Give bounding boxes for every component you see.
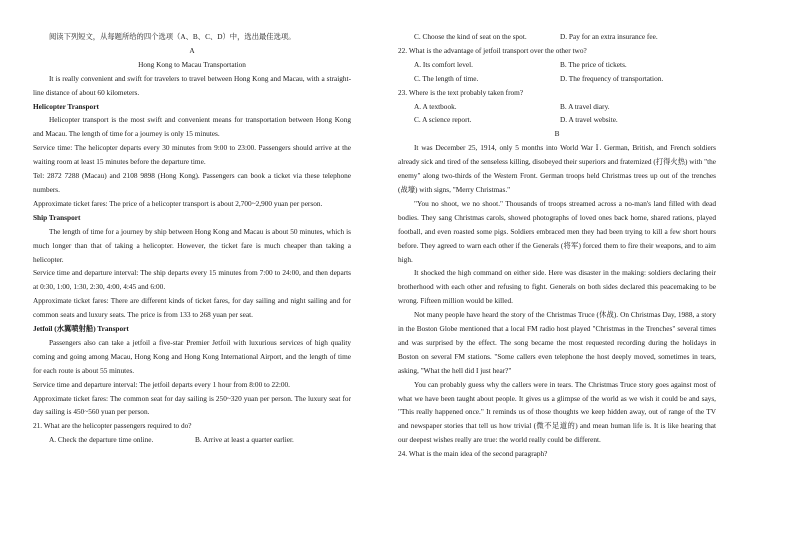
passage-a-letter: A — [189, 45, 195, 55]
q23-option-a[interactable]: A. A textbook. — [414, 101, 457, 111]
q21-option-d[interactable]: D. Pay for an extra insurance fee. — [560, 32, 658, 41]
q22-option-b[interactable]: B. The price of tickets. — [560, 59, 627, 69]
passage-b-paragraph-1: It was December 25, 1914, only 5 months into World War Ⅰ. German, British, and French soldiers already sick and tired of the senseless killing, disobeyed their superiors and fraternized (打得火热) with "the enemy" along two-thirds of the Western Front. German troops held Christmas trees up out of the trenches (战壕) with signs, "Merry Christmas." — [398, 143, 716, 194]
left-column — [33, 30, 351, 447]
passage-a-intro: It is really convenient and swift for travelers to travel between Hong Kong and Macau, with a straight-line distance of about 60 kilometers. — [33, 73, 351, 97]
passage-a-title: Hong Kong to Macau Transportation — [138, 59, 246, 69]
jetfoil-service: Service time and departure interval: The jetfoil departs every 1 hour from 8:00 to 22:00. — [33, 379, 291, 389]
question-22-options-row2 — [398, 72, 716, 86]
ship-fares: Approximate ticket fares: There are different kinds of ticket fares, for day sailing and night sailing and for common seats and luxury seats. The price is from 133 to 268 yuan per seat. — [33, 296, 351, 320]
helicopter-tel: Tel: 2872 7288 (Macau) and 2108 9898 (Hong Kong). Passengers can book a ticket via these telephone numbers. — [33, 171, 351, 194]
question-21: 21. What are the helicopter passengers required to do? — [33, 421, 192, 431]
helicopter-service: Service time: The helicopter departs every 30 minutes from 9:00 to 23:00. Passengers should arrive at the waiting room at least 15 minutes before the departure time. — [33, 143, 351, 167]
jetfoil-heading: Jetfoil (水翼喷射船) Transport — [33, 324, 129, 334]
q23-option-d[interactable]: D. A travel website. — [560, 115, 618, 125]
jetfoil-fares: Approximate ticket fares: The common seat for day sailing is 250~320 yuan per person. The luxury seat for day sailing is 450~560 yuan per person. — [33, 393, 351, 417]
q22-option-c[interactable]: C. The length of time. — [414, 73, 479, 83]
question-22-options-row1 — [398, 58, 716, 72]
q21-option-a[interactable]: A. Check the departure time online. — [49, 435, 154, 445]
ship-paragraph: The length of time for a journey by ship between Hong Kong and Macau is about 50 minutes, which is much longer than that of taking a helicopter. However, the ticket fare is much cheaper than taking a helicopter. — [33, 226, 351, 264]
question-21-options-row1 — [33, 433, 351, 447]
passage-b-paragraph-4: Not many people have heard the story of the Christmas Truce (休战). On Christmas Day, 1988, a story in the Boston Globe mentioned that a local FM radio host played "Christmas in the Trenches" several times and was surprised by the effect. The song became the most requested recording during the holidays in Boston on several FM stations. "Some callers even telephone the host deeply moved, sometimes in tears, asking, "What the hell did I just hear?" — [398, 310, 716, 375]
question-24: 24. What is the main idea of the second paragraph? — [398, 449, 548, 459]
ship-heading: Ship Transport — [33, 212, 81, 222]
helicopter-fares: Approximate ticket fares: The price of a helicopter transport is about 2,700~2,900 yuan per person. — [33, 198, 323, 208]
q21-option-c[interactable]: C. Choose the kind of seat on the spot. — [414, 32, 527, 41]
helicopter-heading: Helicopter Transport — [33, 101, 99, 111]
passage-b-letter: B — [554, 129, 560, 139]
right-column — [398, 30, 716, 461]
q21-option-b[interactable]: B. Arrive at least a quarter earlier. — [195, 435, 294, 445]
question-23-options-row1 — [398, 100, 716, 114]
question-23: 23. Where is the text probably taken from? — [398, 87, 524, 97]
q23-option-b[interactable]: B. A travel diary. — [560, 101, 610, 111]
helicopter-paragraph: Helicopter transport is the most swift and convenient means for transportation between Hong Kong and Macau. The length of time for a journey is only 15 minutes. — [33, 115, 351, 139]
q23-option-c[interactable]: C. A science report. — [414, 115, 472, 125]
passage-b-paragraph-3: It shocked the high command on either side. Here was disaster in the making: soldiers declaring their brotherhood with each other and refusing to fight. Generals on both sides declared this peacemaking to be wrong. Fifteen million would be killed. — [398, 268, 716, 306]
jetfoil-paragraph: Passengers also can take a jetfoil a five-star Premier Jetfoil with luxurious services of high quality coming and going among Macau, Hong Kong and Hong Kong International Airport, and the length of time for each route is about 55 minutes. — [33, 337, 351, 375]
ship-service: Service time and departure interval: The ship departs every 15 minutes from 7:00 to 24:00, and then departs at 0:30, 1:00, 1:30, 2:30, 4:00, 4:45 and 6:00. — [33, 268, 351, 292]
question-22: 22. What is the advantage of jetfoil transport over the other two? — [398, 45, 587, 55]
passage-b-paragraph-5: You can probably guess why the callers were in tears. The Christmas Truce story goes against most of what we have been taught about people. It gives us a glimpse of the world as we wish it could be and says, "This really happened once." It reminds us of those thoughts we keep hidden away, out of range of the TV and newspaper stories that tell us how trivial (微不足道的) and mean human life is. It is like hearing that our deepest wishes really are true: the world really could be different. — [398, 379, 716, 445]
question-21-options-row2 — [398, 30, 716, 44]
q22-option-d[interactable]: D. The frequency of transportation. — [560, 73, 664, 83]
q22-option-a[interactable]: A. Its comfort level. — [414, 59, 473, 69]
question-23-options-row2 — [398, 113, 716, 127]
instruction: 阅读下列短文，从每题所给的四个选项（A、B、C、D）中，选出最佳选项。 — [49, 32, 296, 41]
passage-b-paragraph-2: "You no shoot, we no shoot." Thousands of troops streamed across a no-man's land filled with dead bodies. They sang Christmas carols, showed photographs of loved ones back home, shared rations, played football, and even roasted some pigs. Soldiers embraced men they had been trying to kill a few short hours before. They agreed to warn each other if the Generals (将军) forced them to fire their weapons, and to aim high. — [398, 198, 716, 264]
